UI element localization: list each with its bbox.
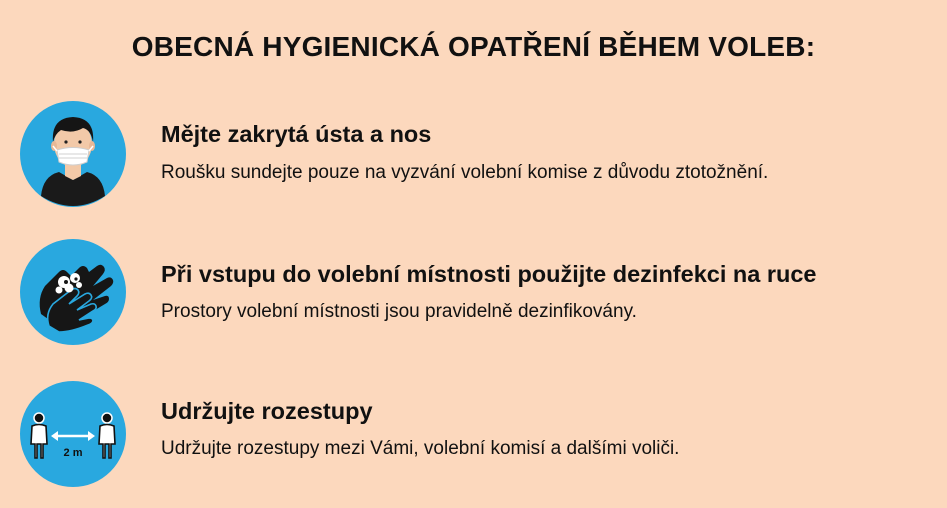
face-mask-icon	[19, 100, 127, 208]
measure-heading: Při vstupu do volební místnosti použijte dezinfekci na ruce	[161, 261, 817, 287]
measure-heading: Udržujte rozestupy	[161, 398, 373, 424]
measure-item-face-mask	[0, 100, 947, 210]
measure-heading: Mějte zakrytá ústa a nos	[161, 121, 432, 147]
hand-sanitizer-icon	[19, 238, 127, 346]
social-distance-icon	[19, 380, 127, 488]
distance-label: 2 m	[63, 447, 83, 459]
measure-description: Udržujte rozestupy mezi Vámi, volební komisí a dalšími voliči.	[161, 438, 680, 459]
measure-item-social-distance	[0, 380, 947, 490]
page-title: OBECNÁ HYGIENICKÁ OPATŘENÍ BĚHEM VOLEB:	[131, 31, 816, 62]
measure-description: Roušku sundejte pouze na vyzvání volební komise z důvodu ztotožnění.	[161, 162, 769, 183]
measure-description: Prostory volební místnosti jsou pravidelně dezinfikovány.	[161, 301, 637, 322]
measure-item-hand-sanitizer	[0, 240, 947, 350]
